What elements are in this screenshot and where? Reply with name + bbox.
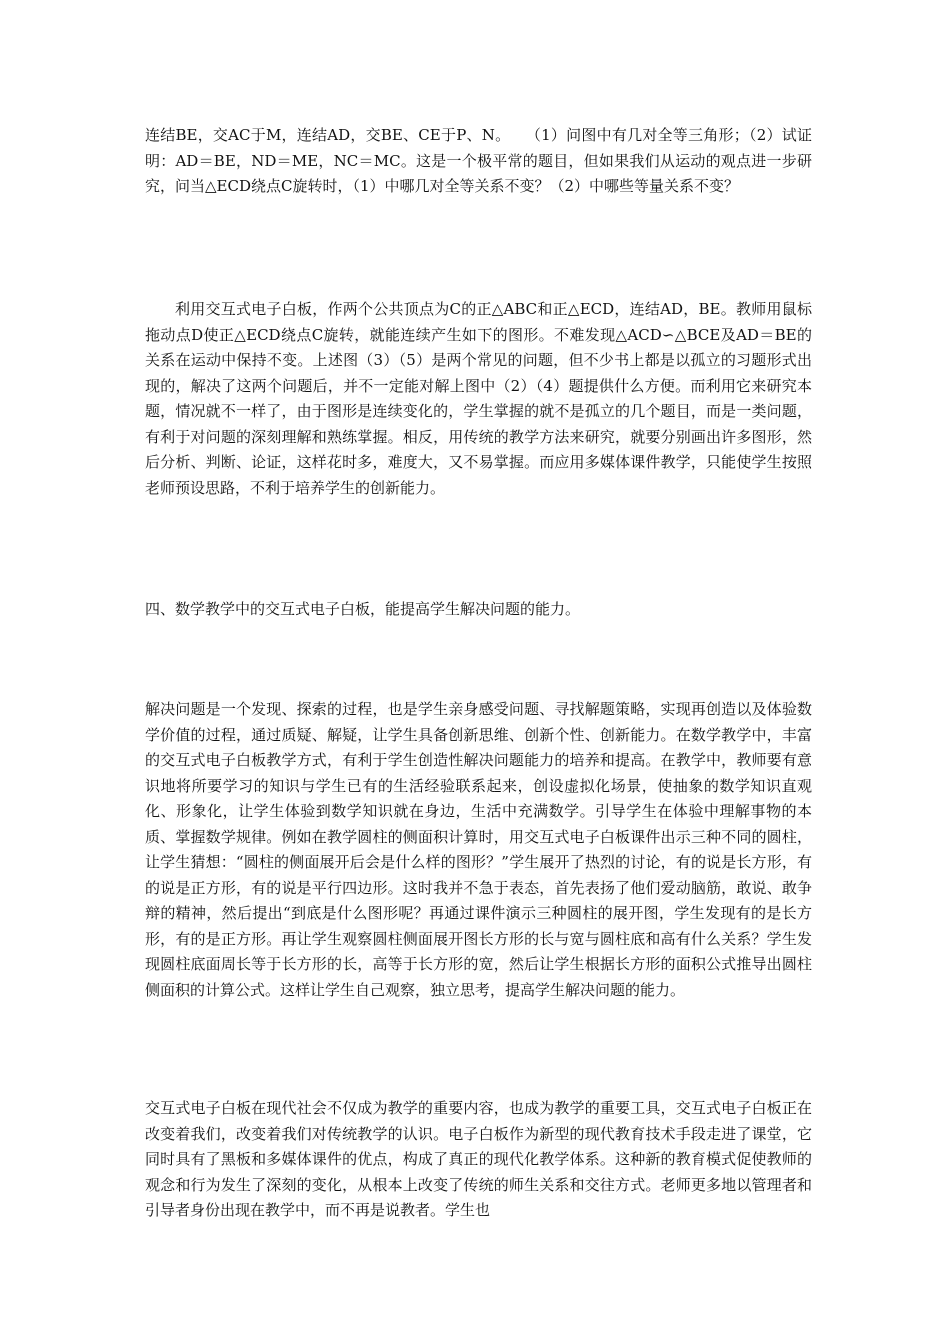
paragraph-3: 解决问题是一个发现、探索的过程，也是学生亲身感受问题、寻找解题策略，实现再创造以及体验数学价值的过程，通过质疑、解疑，让学生具备创新思维、创新个性、创新能力。在数学教学中，丰富的交互式电子白板教学方式，有利于学生创造性解决问题能力的培养和提高。在教学中，教师要有意识地将所要学习的知识与学生已有的生活经验联系起来，创设虚拟化场景，使抽象的数学知识直观化、形象化，让学生体验到数学知识就在身边，生活中充满数学。引导学生在体验中理解事物的本质、掌握数学规律。例如在教学圆柱的侧面积计算时，用交互式电子白板课件出示三种不同的圆柱，让学生猜想：“圆柱的侧面展开后会是什么样的图形？”学生展开了热烈的讨论，有的说是长方形，有的说是正方形，有的说是平行四边形。这时我并不急于表态，首先表扬了他们爱动脑筋，敢说、敢争辩的精神，然后提出“到底是什么图形呢？再通过课件演示三种圆柱的展开图，学生发现有的是长方形，有的是正方形。再让学生观察圆柱侧面展开图长方形的长与宽与圆柱底和高有什么关系？学生发现圆柱底面周长等于长方形的长，高等于长方形的宽，然后让学生根据长方形的面积公式推导出圆柱侧面积的计算公式。这样让学生自己观察，独立思考，提高学生解决问题的能力。 xyxy=(145,700,812,999)
paragraph-4: 交互式电子白板在现代社会不仅成为教学的重要内容，也成为教学的重要工具，交互式电子白板正在改变着我们，改变着我们对传统教学的认识。电子白板作为新型的现代教育技术手段走进了课堂，它同时具有了黑板和多媒体课件的优点，构成了真正的现代化教学体系。这种新的教育模式促使教师的观念和行为发生了深刻的变化，从根本上改变了传统的师生关系和交往方式。老师更多地以管理者和引导者身份出现在教学中，而不再是说教者。学生也 xyxy=(145,1099,812,1219)
paragraph-1: 连结BE，交AC于M，连结AD，交BE、CE于P、N。 （1）问图中有几对全等三角形；（2）试证明：AD＝BE，ND＝ME，NC＝MC。这是一个极平常的题目，但如果我们从运动的观点进一步研究，问当△ECD绕点C旋转时，（1）中哪几对全等关系不变？（2）中哪些等量关系不变？ xyxy=(145,126,812,195)
paragraph-2: 利用交互式电子白板，作两个公共顶点为C的正△ABC和正△ECD，连结AD，BE。教师用鼠标拖动点D使正△ECD绕点C旋转，就能连续产生如下的图形。不难发现△ACD∽△BCE及AD＝BE的关系在运动中保持不变。上述图（3）（5）是两个常见的问题，但不少书上都是以孤立的习题形式出现的，解决了这两个问题后，并不一定能对解上图中（2）（4）题提供什么方便。而利用它来研究本题，情况就不一样了，由于图形是连续变化的，学生掌握的就不是孤立的几个题目，而是一类问题，有利于对问题的深刻理解和熟练掌握。相反，用传统的教学方法来研究，就要分别画出许多图形，然后分析、判断、论证，这样花时多，难度大，又不易掌握。而应用多媒体课件教学，只能使学生按照老师预设思路，不利于培养学生的创新能力。 xyxy=(145,300,812,497)
section-heading-4: 四、数学教学中的交互式电子白板，能提高学生解决问题的能力。 xyxy=(145,600,581,618)
